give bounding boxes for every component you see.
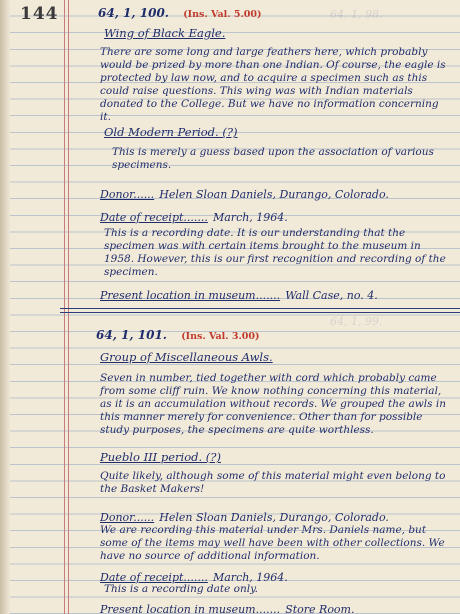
entry1-period-note: This is merely a guess based upon the association of various specimens. [112, 146, 434, 171]
catalog-number: 64, 1, 100. [98, 6, 169, 20]
entry-separator [60, 308, 460, 313]
entry2-donor-note: We are recording this material under Mrs. Daniels name, but some of the items may well have been with other collections. We have no source of additional information. [100, 524, 445, 562]
location-label: Present location in museum....... [100, 603, 281, 614]
donor-label: Donor...... [100, 188, 155, 201]
catalog-number: 64, 1, 101. [96, 328, 167, 342]
location-label: Present location in museum....... [100, 289, 281, 302]
page-number: 144 [20, 4, 59, 24]
donor-value: Helen Sloan Daniels, Durango, Colorado. [159, 511, 389, 524]
donor-value: Helen Sloan Daniels, Durango, Colorado. [159, 188, 389, 201]
entry1-receipt-note: This is a recording date. It is our understanding that the specimen was with certain items brought to the museum in 1958. However, this is our first recognition and recording of the specimen. [104, 227, 446, 278]
entry2-description: Seven in number, tied together with cord which probably came from some cliff ruin. We know nothing concerning this material, as it is an accumulation without records. We grouped the awls in this manner merely for convenience. Other than for possible study purposes, the specimens are quite worthless. [100, 372, 446, 436]
entry1-period: Old Modern Period. (?) [104, 125, 238, 139]
margin-line [64, 0, 65, 614]
entry2-title: Group of Miscellaneous Awls. [100, 350, 273, 364]
entry1-donor-row [100, 183, 389, 202]
bleed-through: 64, 1, 99. [330, 315, 383, 328]
entry2-period: Pueblo III period. (?) [100, 450, 221, 464]
entry2-period-note: Quite likely, although some of this material might even belong to the Basket Makers! [100, 470, 446, 495]
receipt-value: March, 1964. [212, 571, 288, 584]
margin-line [68, 0, 69, 614]
receipt-value: March, 1964. [212, 211, 288, 224]
receipt-label: Date of receipt....... [100, 571, 208, 584]
entry1-location-row [100, 284, 378, 303]
bleed-through: 64, 1, 98. [330, 8, 383, 21]
entry2-header [96, 328, 260, 342]
entry1-title: Wing of Black Eagle. [104, 26, 226, 40]
insurance-value: (Ins. Val. 3.00) [181, 331, 260, 342]
entry2-receipt-note: This is a recording date only. [104, 583, 258, 595]
donor-label: Donor...... [100, 511, 155, 524]
entry1-description: There are some long and large feathers here, which probably would be prized by more than one Indian. Of course, the eagle is protected by law now, and to acquire a specimen such as this could raise questions. This wing was with Indian materials donated to the College. But we have no information concerning it. [100, 46, 446, 123]
entry2-donor-row [100, 506, 389, 525]
entry1-header [98, 6, 262, 20]
location-value: Wall Case, no. 4. [285, 289, 378, 302]
entry2-location-row [100, 598, 355, 614]
receipt-label: Date of receipt....... [100, 211, 208, 224]
location-value: Store Room. [285, 603, 355, 614]
entry1-receipt-row [100, 206, 288, 225]
insurance-value: (Ins. Val. 5.00) [183, 9, 262, 20]
